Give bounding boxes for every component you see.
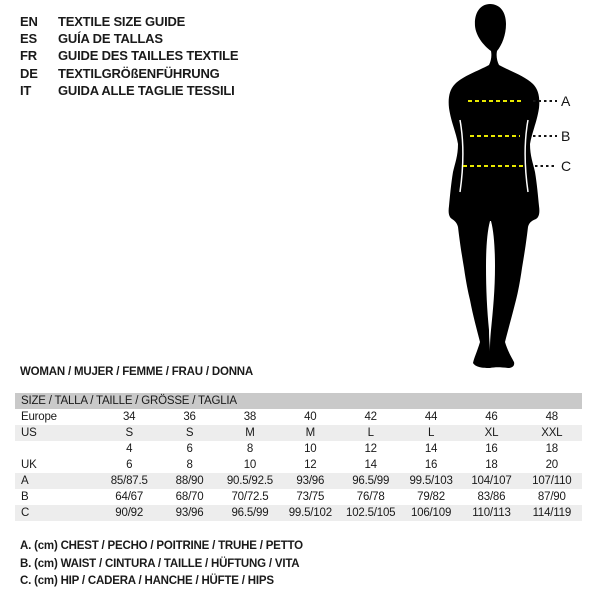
size-cell: 16 bbox=[485, 443, 498, 455]
row-label: UK bbox=[21, 459, 37, 471]
size-cell: 90/92 bbox=[115, 507, 144, 519]
size-cell: 96.5/99 bbox=[231, 507, 269, 519]
table-row bbox=[15, 505, 582, 521]
size-cell: 20 bbox=[545, 459, 559, 471]
size-cell: 87/90 bbox=[537, 491, 566, 503]
lang-row-es bbox=[20, 30, 238, 47]
size-cell: S bbox=[125, 427, 133, 439]
size-cell: 38 bbox=[243, 411, 257, 423]
lang-row-it bbox=[20, 82, 238, 99]
lang-code: EN bbox=[20, 14, 38, 29]
size-cell: L bbox=[367, 427, 374, 439]
row-label: C bbox=[21, 507, 30, 519]
size-cell: 99.5/103 bbox=[409, 475, 453, 487]
size-cell: 104/107 bbox=[471, 475, 512, 487]
size-cell: 42 bbox=[364, 411, 377, 423]
row-label: B bbox=[21, 491, 29, 503]
size-cell: 8 bbox=[186, 459, 193, 471]
group-title: WOMAN / MUJER / FEMME / FRAU / DONNA bbox=[20, 366, 254, 378]
size-cell: 114/119 bbox=[532, 507, 572, 519]
size-table-body bbox=[15, 409, 582, 521]
size-cell: 8 bbox=[246, 443, 254, 455]
table-row bbox=[15, 473, 582, 489]
size-cell: 34 bbox=[122, 411, 136, 423]
lang-code: DE bbox=[20, 65, 38, 81]
size-cell: 16 bbox=[424, 459, 438, 471]
size-cell: L bbox=[427, 427, 435, 439]
size-cell: M bbox=[245, 427, 255, 439]
size-cell: 4 bbox=[126, 443, 133, 455]
size-cell: 90.5/92.5 bbox=[226, 475, 274, 487]
size-cell: XXL bbox=[541, 427, 563, 439]
marker-label-hip: C bbox=[561, 158, 571, 174]
marker-label-waist: B bbox=[561, 128, 571, 144]
size-cell: 76/78 bbox=[356, 491, 385, 503]
row-label: A bbox=[21, 475, 29, 487]
lang-row-de bbox=[20, 65, 238, 82]
size-cell: 106/109 bbox=[410, 507, 452, 519]
size-cell: 93/96 bbox=[175, 507, 204, 519]
legend-line-waist: B. (cm) WAIST / CINTURA / TAILLE / HÜFTUNG / VITA bbox=[20, 557, 300, 570]
size-cell: 10 bbox=[243, 459, 257, 471]
table-header: SIZE / TALLA / TAILLE / GRÖSSE / TAGLIA bbox=[15, 393, 582, 409]
size-cell: 14 bbox=[424, 443, 438, 455]
marker-label-chest: A bbox=[561, 93, 571, 109]
size-cell: 107/110 bbox=[532, 475, 572, 487]
lang-row-fr bbox=[20, 47, 238, 64]
size-cell: XL bbox=[484, 427, 499, 439]
table-row bbox=[15, 489, 582, 505]
size-cell: 18 bbox=[545, 443, 559, 455]
lang-code: IT bbox=[20, 82, 32, 98]
size-cell: M bbox=[305, 427, 315, 439]
size-cell: 88/90 bbox=[175, 475, 204, 487]
size-cell: 70/72.5 bbox=[231, 491, 269, 503]
size-table bbox=[15, 393, 582, 521]
lang-label: TEXTILE SIZE GUIDE bbox=[58, 14, 186, 29]
size-cell: 85/87.5 bbox=[110, 475, 148, 487]
lang-label: GUIDA ALLE TAGLIE TESSILI bbox=[58, 82, 235, 98]
size-cell: 102.5/105 bbox=[346, 507, 396, 519]
size-cell: 36 bbox=[183, 411, 196, 423]
size-cell: 6 bbox=[186, 443, 193, 455]
size-cell: 79/82 bbox=[417, 491, 445, 503]
measurement-legend bbox=[20, 538, 303, 591]
size-cell: 110/113 bbox=[472, 507, 511, 519]
size-cell: 46 bbox=[485, 411, 498, 423]
legend-line-hip: C. (cm) HIP / CADERA / HANCHE / HÜFTE / HIPS bbox=[20, 575, 274, 587]
language-list bbox=[20, 13, 238, 99]
legend-line-chest: A. (cm) CHEST / PECHO / POITRINE / TRUHE / PETTO bbox=[20, 540, 303, 552]
lang-label: GUIDE DES TAILLES TEXTILE bbox=[58, 48, 239, 64]
row-label: Europe bbox=[21, 411, 57, 423]
table-row bbox=[15, 425, 582, 441]
size-cell: 10 bbox=[304, 443, 317, 455]
size-cell: 83/86 bbox=[477, 491, 506, 503]
size-cell: 68/70 bbox=[175, 491, 204, 503]
table-header-row bbox=[15, 393, 582, 409]
size-cell: S bbox=[185, 427, 194, 439]
size-cell: 99.5/102 bbox=[288, 507, 332, 519]
table-row bbox=[15, 441, 582, 457]
size-cell: 44 bbox=[424, 411, 438, 423]
lang-label: TEXTILGRÖßENFÜHRUNG bbox=[58, 65, 220, 81]
table-row bbox=[15, 457, 582, 473]
size-cell: 6 bbox=[126, 459, 133, 471]
size-cell: 73/75 bbox=[296, 491, 325, 503]
size-cell: 48 bbox=[545, 411, 559, 423]
lang-code: FR bbox=[20, 48, 37, 64]
size-cell: 12 bbox=[364, 443, 377, 455]
lang-row-en bbox=[20, 13, 238, 30]
size-cell: 40 bbox=[304, 411, 317, 423]
size-cell: 12 bbox=[304, 459, 317, 471]
woman-silhouette-icon bbox=[449, 4, 540, 368]
row-label: US bbox=[21, 427, 37, 439]
size-cell: 14 bbox=[364, 459, 377, 471]
table-row bbox=[15, 409, 582, 425]
size-cell: 96.5/99 bbox=[352, 475, 390, 487]
measurement-figure bbox=[400, 0, 600, 380]
size-cell: 93/96 bbox=[296, 475, 325, 487]
lang-label: GUÍA DE TALLAS bbox=[58, 31, 163, 47]
lang-code: ES bbox=[20, 31, 37, 47]
size-cell: 64/67 bbox=[115, 491, 144, 503]
row-label bbox=[15, 441, 99, 457]
size-cell: 18 bbox=[485, 459, 498, 471]
